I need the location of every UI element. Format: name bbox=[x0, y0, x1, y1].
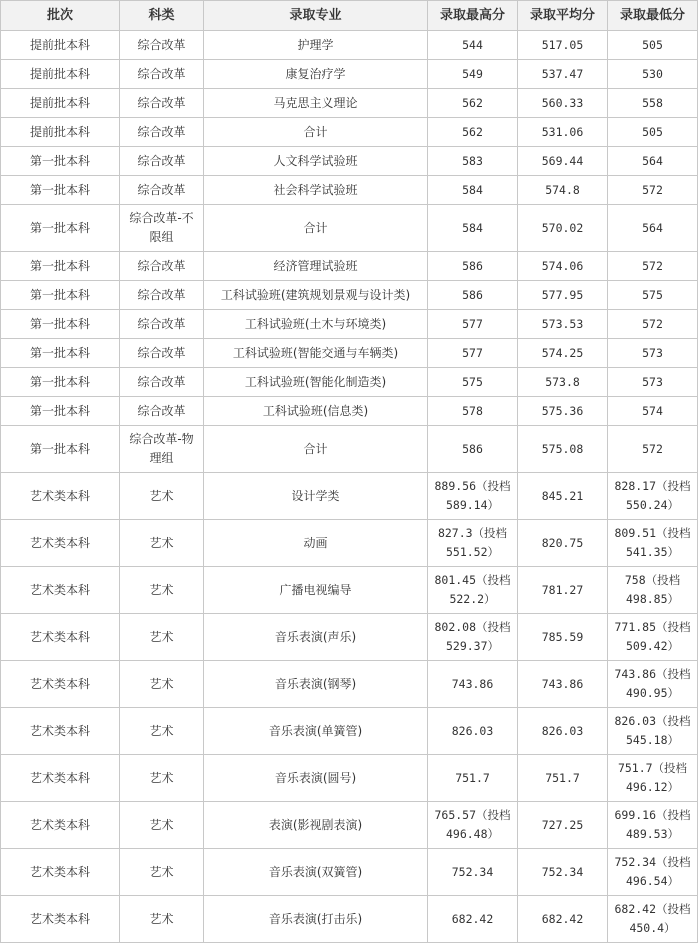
cell-max-score: 577 bbox=[428, 339, 518, 368]
cell-batch: 艺术类本科 bbox=[1, 849, 120, 896]
cell-min-score: 826.03（投档545.18） bbox=[608, 708, 698, 755]
cell-avg-score: 560.33 bbox=[518, 89, 608, 118]
header-batch: 批次 bbox=[1, 1, 120, 31]
cell-max-score: 586 bbox=[428, 252, 518, 281]
cell-min-score: 699.16（投档489.53） bbox=[608, 802, 698, 849]
cell-category: 综合改革 bbox=[120, 310, 204, 339]
cell-major: 护理学 bbox=[204, 31, 428, 60]
table-row bbox=[1, 614, 698, 661]
cell-min-score: 572 bbox=[608, 426, 698, 473]
cell-max-score: 743.86 bbox=[428, 661, 518, 708]
cell-major: 马克思主义理论 bbox=[204, 89, 428, 118]
cell-category: 综合改革 bbox=[120, 60, 204, 89]
cell-category: 综合改革 bbox=[120, 339, 204, 368]
cell-batch: 艺术类本科 bbox=[1, 567, 120, 614]
cell-max-score: 586 bbox=[428, 426, 518, 473]
cell-max-score: 682.42 bbox=[428, 896, 518, 943]
cell-category: 综合改革 bbox=[120, 89, 204, 118]
cell-avg-score: 743.86 bbox=[518, 661, 608, 708]
cell-min-score: 558 bbox=[608, 89, 698, 118]
cell-min-score: 505 bbox=[608, 118, 698, 147]
cell-max-score: 577 bbox=[428, 310, 518, 339]
cell-max-score: 584 bbox=[428, 176, 518, 205]
cell-avg-score: 575.36 bbox=[518, 397, 608, 426]
cell-major: 工科试验班(智能化制造类) bbox=[204, 368, 428, 397]
cell-major: 表演(影视剧表演) bbox=[204, 802, 428, 849]
cell-min-score: 530 bbox=[608, 60, 698, 89]
cell-category: 艺术 bbox=[120, 473, 204, 520]
table-row bbox=[1, 60, 698, 89]
cell-batch: 第一批本科 bbox=[1, 281, 120, 310]
header-min-score: 录取最低分 bbox=[608, 1, 698, 31]
cell-major: 社会科学试验班 bbox=[204, 176, 428, 205]
cell-batch: 第一批本科 bbox=[1, 397, 120, 426]
cell-max-score: 583 bbox=[428, 147, 518, 176]
cell-major: 动画 bbox=[204, 520, 428, 567]
cell-batch: 第一批本科 bbox=[1, 426, 120, 473]
cell-avg-score: 573.8 bbox=[518, 368, 608, 397]
cell-min-score: 573 bbox=[608, 368, 698, 397]
cell-major: 音乐表演(声乐) bbox=[204, 614, 428, 661]
cell-avg-score: 574.25 bbox=[518, 339, 608, 368]
cell-category: 综合改革 bbox=[120, 368, 204, 397]
table-row bbox=[1, 281, 698, 310]
cell-major: 工科试验班(建筑规划景观与设计类) bbox=[204, 281, 428, 310]
cell-category: 综合改革 bbox=[120, 31, 204, 60]
cell-min-score: 572 bbox=[608, 310, 698, 339]
cell-batch: 提前批本科 bbox=[1, 118, 120, 147]
cell-max-score: 562 bbox=[428, 118, 518, 147]
cell-avg-score: 570.02 bbox=[518, 205, 608, 252]
cell-major: 设计学类 bbox=[204, 473, 428, 520]
table-row bbox=[1, 567, 698, 614]
table-row bbox=[1, 520, 698, 567]
cell-batch: 艺术类本科 bbox=[1, 473, 120, 520]
table-row bbox=[1, 661, 698, 708]
cell-category: 综合改革 bbox=[120, 397, 204, 426]
cell-batch: 第一批本科 bbox=[1, 176, 120, 205]
cell-batch: 第一批本科 bbox=[1, 339, 120, 368]
cell-category: 综合改革 bbox=[120, 252, 204, 281]
cell-major: 音乐表演(打击乐) bbox=[204, 896, 428, 943]
table-row bbox=[1, 176, 698, 205]
cell-batch: 第一批本科 bbox=[1, 147, 120, 176]
cell-category: 综合改革 bbox=[120, 281, 204, 310]
cell-avg-score: 531.06 bbox=[518, 118, 608, 147]
cell-min-score: 564 bbox=[608, 205, 698, 252]
table-row bbox=[1, 368, 698, 397]
cell-batch: 第一批本科 bbox=[1, 205, 120, 252]
cell-batch: 艺术类本科 bbox=[1, 614, 120, 661]
cell-batch: 第一批本科 bbox=[1, 310, 120, 339]
cell-avg-score: 781.27 bbox=[518, 567, 608, 614]
cell-avg-score: 574.8 bbox=[518, 176, 608, 205]
cell-avg-score: 574.06 bbox=[518, 252, 608, 281]
cell-major: 合计 bbox=[204, 205, 428, 252]
cell-max-score: 827.3（投档551.52） bbox=[428, 520, 518, 567]
cell-major: 音乐表演(单簧管) bbox=[204, 708, 428, 755]
cell-major: 经济管理试验班 bbox=[204, 252, 428, 281]
header-avg-score: 录取平均分 bbox=[518, 1, 608, 31]
table-header-row bbox=[1, 1, 698, 31]
cell-major: 合计 bbox=[204, 118, 428, 147]
cell-max-score: 586 bbox=[428, 281, 518, 310]
cell-avg-score: 785.59 bbox=[518, 614, 608, 661]
cell-category: 艺术 bbox=[120, 896, 204, 943]
cell-max-score: 765.57（投档496.48） bbox=[428, 802, 518, 849]
cell-min-score: 572 bbox=[608, 252, 698, 281]
cell-min-score: 828.17（投档550.24） bbox=[608, 473, 698, 520]
cell-max-score: 751.7 bbox=[428, 755, 518, 802]
cell-max-score: 575 bbox=[428, 368, 518, 397]
cell-max-score: 801.45（投档522.2） bbox=[428, 567, 518, 614]
cell-avg-score: 575.08 bbox=[518, 426, 608, 473]
cell-min-score: 752.34（投档496.54） bbox=[608, 849, 698, 896]
cell-max-score: 562 bbox=[428, 89, 518, 118]
cell-batch: 提前批本科 bbox=[1, 60, 120, 89]
cell-avg-score: 751.7 bbox=[518, 755, 608, 802]
cell-category: 艺术 bbox=[120, 802, 204, 849]
cell-avg-score: 727.25 bbox=[518, 802, 608, 849]
cell-major: 音乐表演(钢琴) bbox=[204, 661, 428, 708]
cell-min-score: 574 bbox=[608, 397, 698, 426]
header-max-score: 录取最高分 bbox=[428, 1, 518, 31]
cell-avg-score: 682.42 bbox=[518, 896, 608, 943]
cell-category: 艺术 bbox=[120, 520, 204, 567]
cell-min-score: 572 bbox=[608, 176, 698, 205]
cell-major: 工科试验班(智能交通与车辆类) bbox=[204, 339, 428, 368]
cell-min-score: 743.86（投档490.95） bbox=[608, 661, 698, 708]
cell-category: 艺术 bbox=[120, 614, 204, 661]
cell-category: 艺术 bbox=[120, 755, 204, 802]
table-row bbox=[1, 849, 698, 896]
cell-max-score: 549 bbox=[428, 60, 518, 89]
cell-avg-score: 537.47 bbox=[518, 60, 608, 89]
cell-category: 综合改革 bbox=[120, 147, 204, 176]
cell-min-score: 575 bbox=[608, 281, 698, 310]
table-row bbox=[1, 473, 698, 520]
cell-max-score: 544 bbox=[428, 31, 518, 60]
cell-category: 综合改革-物理组 bbox=[120, 426, 204, 473]
cell-category: 综合改革-不限组 bbox=[120, 205, 204, 252]
cell-batch: 艺术类本科 bbox=[1, 896, 120, 943]
cell-max-score: 578 bbox=[428, 397, 518, 426]
header-major: 录取专业 bbox=[204, 1, 428, 31]
cell-major: 音乐表演(双簧管) bbox=[204, 849, 428, 896]
cell-category: 综合改革 bbox=[120, 176, 204, 205]
table-row bbox=[1, 31, 698, 60]
table-row bbox=[1, 89, 698, 118]
cell-min-score: 573 bbox=[608, 339, 698, 368]
cell-avg-score: 577.95 bbox=[518, 281, 608, 310]
cell-batch: 艺术类本科 bbox=[1, 708, 120, 755]
cell-category: 艺术 bbox=[120, 661, 204, 708]
cell-major: 合计 bbox=[204, 426, 428, 473]
cell-batch: 提前批本科 bbox=[1, 89, 120, 118]
table-row bbox=[1, 802, 698, 849]
cell-max-score: 826.03 bbox=[428, 708, 518, 755]
table-row bbox=[1, 252, 698, 281]
table-row bbox=[1, 426, 698, 473]
cell-batch: 第一批本科 bbox=[1, 252, 120, 281]
table-row bbox=[1, 397, 698, 426]
cell-batch: 提前批本科 bbox=[1, 31, 120, 60]
cell-avg-score: 845.21 bbox=[518, 473, 608, 520]
cell-max-score: 889.56（投档589.14） bbox=[428, 473, 518, 520]
cell-batch: 第一批本科 bbox=[1, 368, 120, 397]
cell-batch: 艺术类本科 bbox=[1, 520, 120, 567]
table-row bbox=[1, 205, 698, 252]
cell-min-score: 771.85（投档509.42） bbox=[608, 614, 698, 661]
cell-major: 工科试验班(信息类) bbox=[204, 397, 428, 426]
table-row bbox=[1, 147, 698, 176]
cell-batch: 艺术类本科 bbox=[1, 755, 120, 802]
header-category: 科类 bbox=[120, 1, 204, 31]
cell-batch: 艺术类本科 bbox=[1, 661, 120, 708]
cell-max-score: 802.08（投档529.37） bbox=[428, 614, 518, 661]
table-row bbox=[1, 755, 698, 802]
cell-category: 艺术 bbox=[120, 567, 204, 614]
cell-min-score: 758（投档498.85） bbox=[608, 567, 698, 614]
table-row bbox=[1, 118, 698, 147]
table-row bbox=[1, 310, 698, 339]
cell-min-score: 505 bbox=[608, 31, 698, 60]
cell-category: 艺术 bbox=[120, 708, 204, 755]
table-row bbox=[1, 339, 698, 368]
cell-batch: 艺术类本科 bbox=[1, 802, 120, 849]
cell-min-score: 809.51（投档541.35） bbox=[608, 520, 698, 567]
cell-avg-score: 752.34 bbox=[518, 849, 608, 896]
cell-major: 工科试验班(土木与环境类) bbox=[204, 310, 428, 339]
cell-category: 综合改革 bbox=[120, 118, 204, 147]
cell-avg-score: 820.75 bbox=[518, 520, 608, 567]
cell-max-score: 584 bbox=[428, 205, 518, 252]
cell-avg-score: 569.44 bbox=[518, 147, 608, 176]
cell-min-score: 564 bbox=[608, 147, 698, 176]
table-row bbox=[1, 896, 698, 943]
cell-max-score: 752.34 bbox=[428, 849, 518, 896]
cell-major: 人文科学试验班 bbox=[204, 147, 428, 176]
cell-major: 音乐表演(圆号) bbox=[204, 755, 428, 802]
cell-min-score: 682.42（投档450.4） bbox=[608, 896, 698, 943]
cell-avg-score: 517.05 bbox=[518, 31, 608, 60]
cell-avg-score: 826.03 bbox=[518, 708, 608, 755]
cell-min-score: 751.7（投档496.12） bbox=[608, 755, 698, 802]
cell-major: 康复治疗学 bbox=[204, 60, 428, 89]
cell-avg-score: 573.53 bbox=[518, 310, 608, 339]
table-row bbox=[1, 708, 698, 755]
cell-major: 广播电视编导 bbox=[204, 567, 428, 614]
cell-category: 艺术 bbox=[120, 849, 204, 896]
